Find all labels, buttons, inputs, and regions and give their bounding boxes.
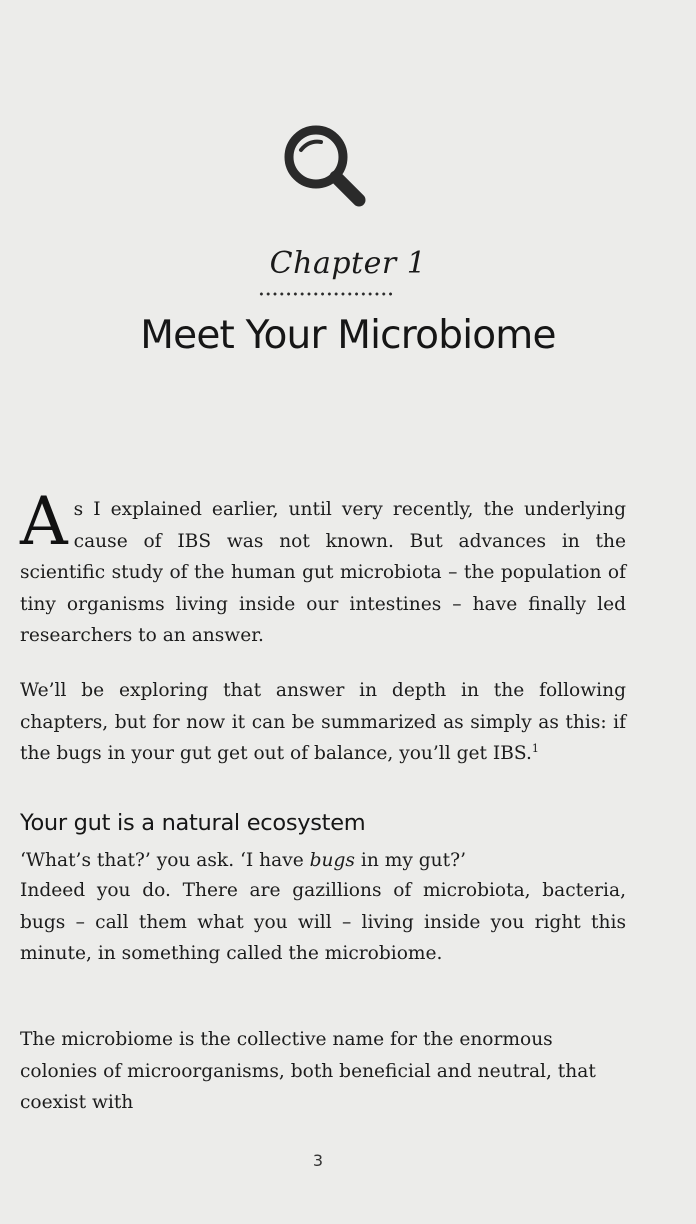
drop-cap: A [20,483,68,560]
page-number: 3 [312,1151,324,1170]
bleed-through-texture [40,100,666,122]
quote-emphasis: bugs [309,850,355,871]
chapter-label: Chapter 1 [269,246,427,281]
quote-line [20,845,626,877]
section-heading: Your gut is a natural ecosystem [20,810,366,836]
paragraph-summary [20,675,626,770]
paragraph-intro-text: s I explained earlier, until very recently, the underlying cause of IBS was not known. But advances in the scientific study of the human gut microbiota – the population of tiny organisms living inside our intestines – have finally led researchers to an answer. [20,499,626,646]
paragraph-microbiome: The microbiome is the collective name for the enormous colonies of microorganisms, both beneficial and neutral, that coexist with [20,1029,596,1113]
chapter-title: Meet Your Microbiome [140,313,556,358]
quote-after: in my gut?’ [354,850,467,871]
dotted-divider [258,292,394,296]
paragraph-microbiota: Indeed you do. There are gazillions of microbiota, bacteria, bugs – call them what you will – living inside you right this minute, in something called the microbiome. [20,880,626,964]
magnifying-glass-icon [279,120,369,210]
paragraph-summary-text: We’ll be exploring that answer in depth in the following chapters, but for now it can be summarized as simply as this: if the bugs in your gut get out of balance, you’ll get IBS. [20,680,626,764]
footnote-marker: 1 [531,741,539,755]
paragraph-intro [20,483,626,652]
quote-before: ‘What’s that?’ you ask. ‘I have [20,850,310,871]
